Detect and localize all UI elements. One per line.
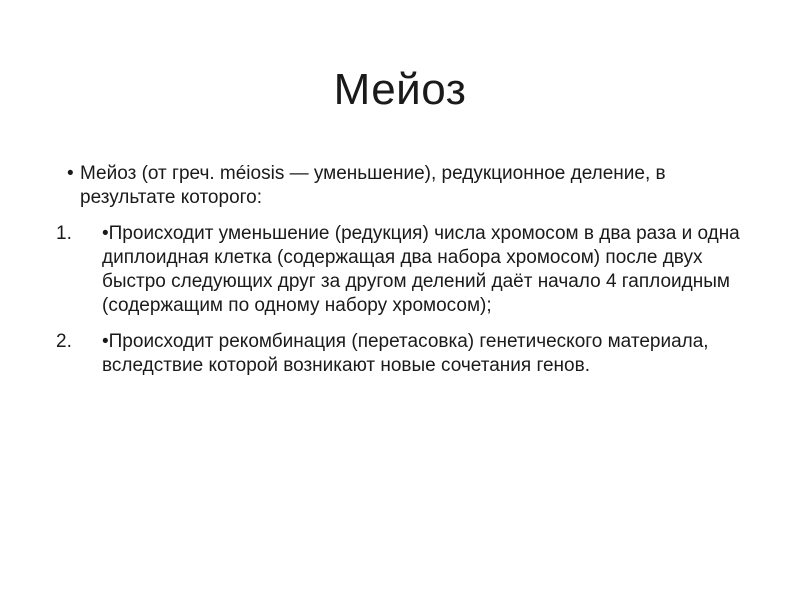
slide-body bbox=[56, 162, 746, 390]
list-text-2: •Происходит рекомбинация (перетасовка) генетического материала, вследствие которой возникают новые сочетания генов. bbox=[102, 331, 709, 376]
bullet-marker: • bbox=[67, 163, 74, 184]
intro-paragraph bbox=[56, 162, 746, 210]
list-number-1: 1. bbox=[56, 223, 72, 244]
list-item-1 bbox=[56, 222, 746, 318]
slide-title: Мейоз bbox=[333, 65, 467, 114]
list-text-1: •Происходит уменьшение (редукция) числа хромосом в два раза и одна диплоидная клетка (содержащая два набора хромосом) после двух быстро следующих друг за другом делений даёт начало 4 гаплоидным (содержащим по одному набору хромосом); bbox=[102, 223, 740, 316]
list-number-2: 2. bbox=[56, 331, 72, 352]
intro-text: Мейоз (от греч. méiosis — уменьшение), редукционное деление, в результате которого: bbox=[80, 163, 666, 208]
list-item-2 bbox=[56, 330, 746, 378]
